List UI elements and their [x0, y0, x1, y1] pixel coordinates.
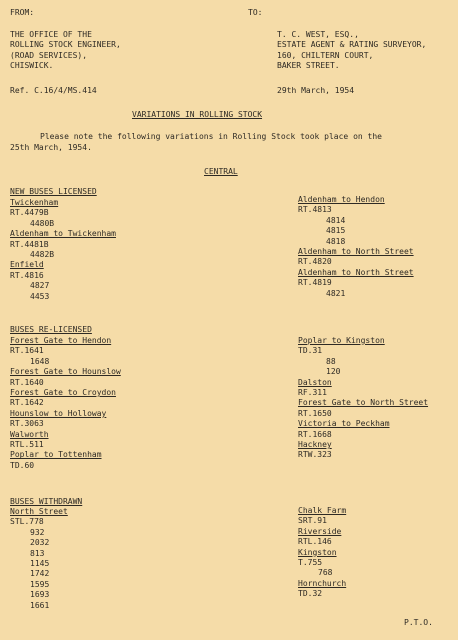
vehicle-number: RTW.323 — [298, 450, 332, 460]
route-heading: North Street — [10, 507, 68, 516]
route-heading: Dalston — [298, 377, 332, 387]
vehicle-number: 813 — [30, 548, 45, 558]
vehicle-number: 4821 — [326, 288, 346, 298]
licensed-right-list — [298, 195, 414, 299]
vehicle-number: RTL.511 — [10, 440, 44, 450]
to-address — [277, 30, 426, 72]
document-title: VARIATIONS IN ROLLING STOCK — [132, 110, 263, 119]
route-heading: Forest Gate to Hendon — [10, 336, 112, 345]
vehicle-number: T.755 — [298, 558, 323, 568]
route-heading: Poplar to Kingston — [298, 336, 385, 345]
vehicle-number: 2032 — [30, 538, 50, 548]
relicensed-heading: BUSES RE-LICENSED — [10, 325, 92, 334]
intro-line-2: 25th March, 1954. — [10, 143, 92, 152]
vehicle-number: 4453 — [30, 291, 50, 301]
vehicle-number: RT.4481B — [10, 239, 49, 249]
vehicle-number: RT.4820 — [298, 257, 332, 267]
vehicle-number: 1661 — [30, 600, 50, 610]
route-heading: Hounslow to Holloway — [10, 408, 107, 418]
withdrawn-right-list — [298, 506, 346, 600]
vehicle-number: 768 — [318, 568, 333, 578]
to-line: T. C. WEST, ESQ., — [277, 30, 359, 39]
vehicle-number: 4815 — [326, 226, 346, 236]
route-heading: Hackney — [298, 440, 332, 450]
from-line: THE OFFICE OF THE — [10, 30, 92, 39]
vehicle-number: SRT.91 — [298, 516, 327, 526]
route-heading: Forest Gate to Croydon — [10, 388, 116, 398]
route-heading: Hornchurch — [298, 578, 347, 588]
route-heading: Aldenham to Hendon — [298, 195, 385, 204]
relicensed-right-list — [298, 336, 428, 461]
withdrawn-heading: BUSES WITHDRAWN — [10, 497, 83, 506]
licensed-heading: NEW BUSES LICENSED — [10, 187, 97, 196]
vehicle-number: TD.60 — [10, 460, 35, 470]
route-heading: Twickenham — [10, 198, 59, 207]
from-label: FROM: — [10, 8, 35, 17]
vehicle-number: STL.778 — [10, 517, 44, 527]
pto-marker: P.T.O. — [404, 618, 433, 627]
vehicle-number: RT.1650 — [298, 408, 332, 418]
vehicle-number: 1742 — [30, 569, 50, 579]
vehicle-number: RT.4819 — [298, 278, 332, 288]
vehicle-number: 4827 — [30, 281, 50, 291]
from-line: CHISWICK. — [10, 61, 54, 71]
vehicle-number: 1648 — [30, 356, 50, 366]
vehicle-number: RTL.146 — [298, 537, 332, 547]
route-heading: Kingston — [298, 547, 337, 557]
route-heading: Riverside — [298, 526, 342, 536]
vehicle-number: RT.1641 — [10, 346, 44, 356]
vehicle-number: 1595 — [30, 579, 50, 589]
vehicle-number: 120 — [326, 367, 341, 377]
vehicle-number: RT.1642 — [10, 398, 44, 408]
vehicle-number: RT.1640 — [10, 377, 44, 387]
letter-date: 29th March, 1954 — [277, 86, 355, 95]
vehicle-number: 4480B — [30, 218, 55, 228]
from-line: (ROAD SERVICES), — [10, 50, 88, 60]
vehicle-number: 4814 — [326, 215, 346, 225]
route-heading: Aldenham to Twickenham — [10, 229, 116, 239]
route-heading: Forest Gate to North Street — [298, 398, 429, 408]
licensed-left-list — [10, 198, 116, 302]
intro-line-1: Please note the following variations in Rolling Stock took place on the — [40, 132, 382, 141]
from-line: ROLLING STOCK ENGINEER, — [10, 40, 121, 50]
withdrawn-left-list — [10, 507, 68, 611]
vehicle-number: RT.1668 — [298, 429, 332, 439]
route-heading: Victoria to Peckham — [298, 419, 390, 429]
route-heading: Poplar to Tottenham — [10, 450, 102, 460]
vehicle-number: TD.31 — [298, 346, 323, 356]
to-line: 160, CHILTERN COURT, — [277, 50, 374, 60]
vehicle-number: RT.4479B — [10, 208, 49, 218]
vehicle-number: 88 — [326, 356, 336, 366]
route-heading: Aldenham to North Street — [298, 267, 414, 277]
vehicle-number: RF.311 — [298, 388, 327, 398]
vehicle-number: RT.3063 — [10, 419, 44, 429]
vehicle-number: 4482B — [30, 250, 55, 260]
route-heading: Enfield — [10, 260, 44, 270]
vehicle-number: 932 — [30, 527, 45, 537]
to-line: ESTATE AGENT & RATING SURVEYOR, — [277, 40, 427, 50]
reference: Ref. C.16/4/MS.414 — [10, 86, 97, 95]
vehicle-number: 1145 — [30, 559, 50, 569]
route-heading: Walworth — [10, 429, 49, 439]
section-heading: CENTRAL — [204, 167, 238, 176]
route-heading: Aldenham to North Street — [298, 247, 414, 257]
to-label: TO: — [248, 8, 263, 17]
route-heading: Chalk Farm — [298, 506, 347, 515]
vehicle-number: RT.4816 — [10, 270, 44, 280]
vehicle-number: TD.32 — [298, 589, 323, 599]
vehicle-number: RT.4813 — [298, 205, 332, 215]
from-address — [10, 30, 121, 72]
route-heading: Forest Gate to Hounslow — [10, 367, 121, 377]
vehicle-number: 1693 — [30, 590, 50, 600]
vehicle-number: 4818 — [326, 236, 346, 246]
relicensed-left-list — [10, 336, 121, 471]
to-line: BAKER STREET. — [277, 61, 340, 71]
